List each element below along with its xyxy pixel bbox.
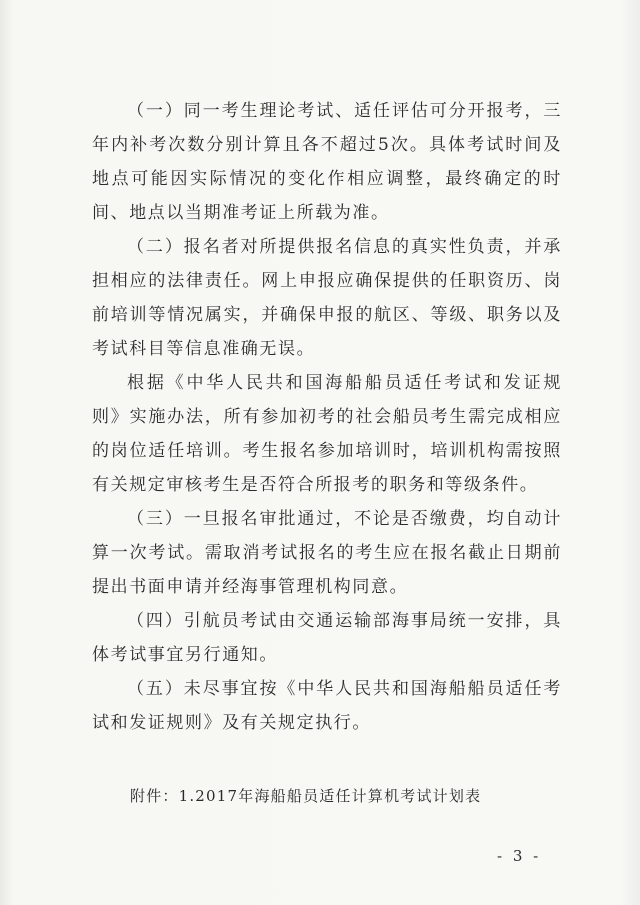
paragraph-2: （二）报名者对所提供报名信息的真实性负责，并承担相应的法律责任。网上申报应确保提供的任职资历、岗前培训等情况属实，并确保申报的航区、等级、职务以及考试科目等信息准确无误。 [92, 237, 562, 359]
paragraph-3: 根据《中华人民共和国海船船员适任考试和发证规则》实施办法，所有参加初考的社会船员考生需完成相应的岗位适任培训。考生报名参加培训时，培训机构需按照有关规定审核考生是否符合所报考的职务和等级条件。 [92, 373, 562, 495]
paragraph-5: （四）引航员考试由交通运输部海事局统一安排，具体考试事宜另行通知。 [92, 611, 562, 665]
paragraph-4: （三）一旦报名审批通过，不论是否缴费，均自动计算一次考试。需取消考试报名的考生应在报名截止日期前提出书面申请并经海事管理机构同意。 [92, 509, 562, 597]
attachment-line: 附件：1.2017年海船船员适任计算机考试计划表 [130, 787, 482, 805]
page-number: - 3 - [497, 847, 542, 865]
paragraph-1: （一）同一考生理论考试、适任评估可分开报考，三年内补考次数分别计算且各不超过5次。具体考试时间及地点可能因实际情况的变化作相应调整，最终确定的时间、地点以当期准考证上所载为准。 [92, 101, 562, 223]
document-body [92, 94, 562, 740]
paragraph-6: （五）未尽事宜按《中华人民共和国海船船员适任考试和发证规则》及有关规定执行。 [92, 679, 562, 733]
